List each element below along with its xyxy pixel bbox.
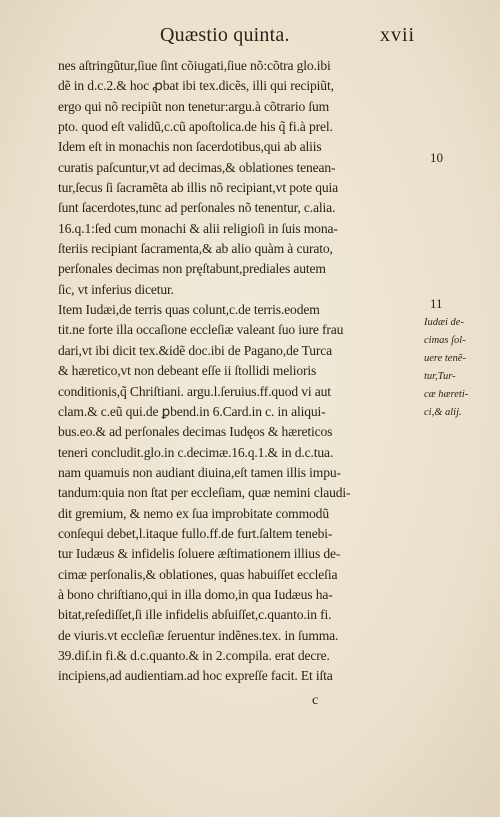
text-line: 16.q.1:ſed cum monachi & alii religioſi in ſuis mona- xyxy=(58,220,338,236)
text-line: tit.ne forte illa occaſione eccleſiæ valeant ſuo iure frau xyxy=(58,322,344,338)
margin-column xyxy=(424,0,496,817)
text-line: nam quamuis non audiant diuina,eſt tamen illis impu- xyxy=(58,464,341,480)
text-line: curatis paſcuntur,vt ad decimas,& oblationes tenean- xyxy=(58,159,336,175)
marginal-note-line: cimas ſol- xyxy=(424,335,466,346)
text-line: dit gremium, & nemo ex ſua improbitate commodũ xyxy=(58,505,329,521)
text-line: ſic, vt inferius dicetur. xyxy=(58,281,174,297)
text-line: pto. quod eſt validũ,c.cũ apoſtolica.de his q̃ fi.à prel. xyxy=(58,119,333,135)
text-line: tur Iudæus & infidelis ſoluere æſtimationem illius de- xyxy=(58,546,341,562)
text-line: conditionis,q̃ Chriſtiani. argu.l.ſeruius.ff.quod vi aut xyxy=(58,383,331,399)
text-line: dari,vt ibi dicit tex.&idẽ doc.ibi de Pagano,de Turca xyxy=(58,342,333,358)
text-line: 39.diſ.in fi.& d.c.quanto.& in 2.compila. erat decre. xyxy=(58,647,330,663)
marginal-number-11: 11 xyxy=(430,296,443,311)
text-line: ergo qui nõ recipiũt non tenetur:argu.à cõtrario ſum xyxy=(58,98,330,114)
text-line: incipiens,ad audientiam.ad hoc expreſſe facit. Et iſta xyxy=(58,668,333,684)
main-text-block xyxy=(58,56,420,687)
text-line: de viuris.vt eccleſiæ ſeruentur indẽnes.tex. in ſumma. xyxy=(58,627,339,643)
text-line: nes aſtringũtur,ſiue ſint cõiugati,ſiue nõ:cõtra glo.ibi xyxy=(58,58,331,73)
marginal-note-line: uere tenẽ- xyxy=(424,353,466,364)
text-line: tur,ſecus ſi ſacramẽta ab illis nõ recipiant,vt pote quia xyxy=(58,180,339,196)
running-head: Quæstio quinta. xyxy=(160,24,290,46)
text-line: cimæ perſonalis,& oblationes, quas habuiſſet eccleſia xyxy=(58,566,338,582)
text-line: ſunt ſacerdotes,tunc ad perſonales nõ tenentur, c.alia. xyxy=(58,200,336,216)
marginal-note-line: tur,Tur- xyxy=(424,371,456,382)
text-line: clam.& c.eũ qui.de ꝑbend.in 6.Card.in c. in aliqui- xyxy=(58,403,326,419)
text-line: & hæretico,vt non debeant eſſe ii ſtollidi melioris xyxy=(58,363,317,379)
text-line: bus.eo.& ad perſonales decimas Iudęos & hæreticos xyxy=(58,424,333,440)
text-line: à bono chriſtiano,qui in illa domo,in qua Iudæus ha- xyxy=(58,586,333,602)
marginal-note-line: Iudæi de- xyxy=(424,317,464,328)
text-line: bitat,reſediſſet,ſi ille infidelis abſuiſſet,c.quanto.in fi. xyxy=(58,607,332,623)
signature-mark: c xyxy=(312,693,319,708)
text-line: tandum:quia non ſtat per eccleſiam, quæ nemini claudi- xyxy=(58,485,351,501)
text-line: Item Iudæi,de terris quas colunt,c.de terris.eodem xyxy=(58,302,320,318)
text-line: perſonales decimas non pręſtabunt,prediales autem xyxy=(58,261,326,277)
marginal-number-10: 10 xyxy=(430,150,443,165)
marginal-note-line: ci,& alij. xyxy=(424,407,462,418)
marginal-note-line: cæ hæreti- xyxy=(424,389,469,400)
text-line: ſteriis recipiant ſacramenta,& ab alio quàm à curato, xyxy=(58,241,333,257)
text-line: dẽ in d.c.2.& hoc ꝓbat ibi tex.dicẽs, illi qui recipiũt, xyxy=(58,78,334,94)
text-line: conſequi debet,l.itaque fullo.ff.de furt.ſaltem tenebi- xyxy=(58,525,333,541)
text-line: teneri concludit.glo.in c.decimæ.16.q.1.& in d.c.tua. xyxy=(58,444,334,460)
text-line: Idem eſt in monachis non ſacerdotibus,qui ab aliis xyxy=(58,139,322,155)
folio-number: xvii xyxy=(380,24,416,46)
marginal-note xyxy=(424,314,468,422)
